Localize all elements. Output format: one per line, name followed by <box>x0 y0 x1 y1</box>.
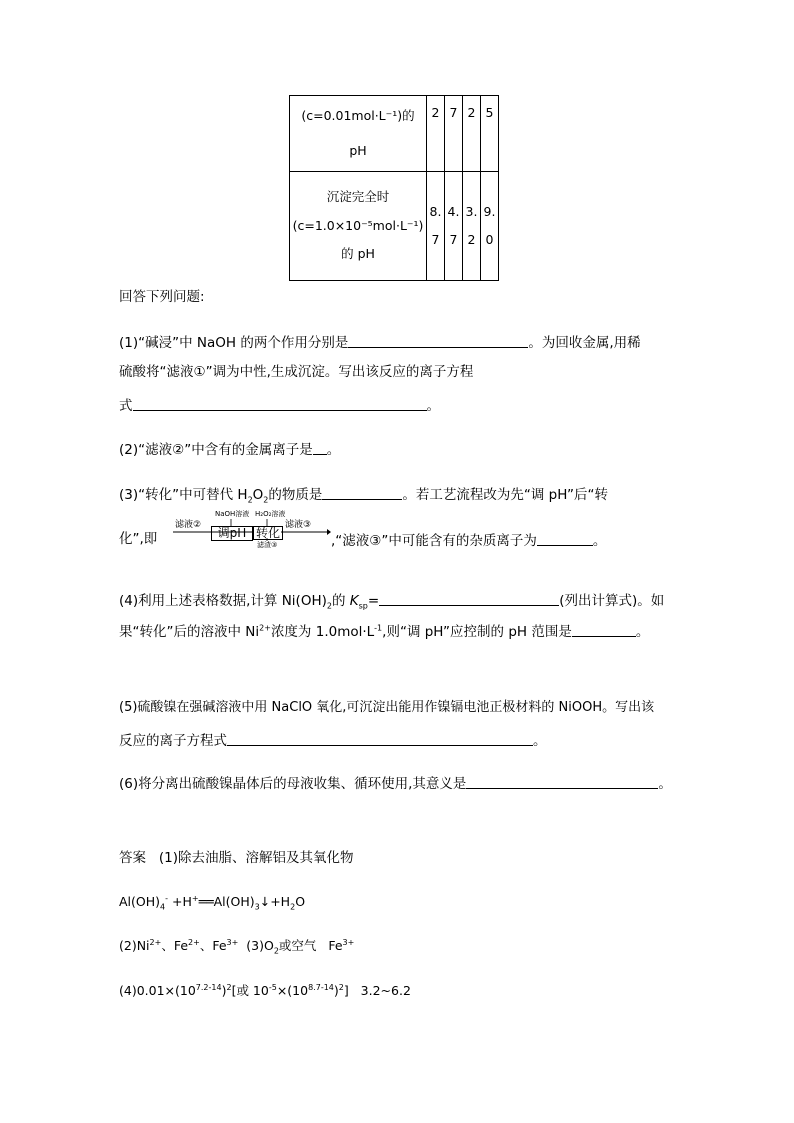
intro-text: 回答下列问题: <box>119 289 205 305</box>
answer-blank[interactable] <box>227 733 533 746</box>
process-flow-diagram <box>173 510 331 549</box>
q5-line2: 反应的离子方程式 。 <box>119 733 547 749</box>
table-cell: 2 <box>427 96 445 172</box>
answer-line4: $(4)0.01\times(10^{7.2-14})^2$[或 $10^{-5}\times(10^{8.7-14})^2$] 3.2~6.2 <box>119 982 411 998</box>
answer-equation: $Al(OH)_4^-$ $+H^+══Al(OH)_3↓+H_2O$ <box>119 893 306 912</box>
q3-line1: (3)“转化”中可替代 $H_2O_2$的物质是 。若工艺流程改为先“调 pH”后“转 <box>119 487 608 505</box>
row2-label-line3: 的 pH <box>341 246 375 262</box>
table-row-label <box>290 172 427 281</box>
table-cell: 8. 7 <box>427 172 445 281</box>
answer-blank[interactable] <box>348 335 528 348</box>
table-cell: 9. 0 <box>481 172 499 281</box>
q1-line1: (1)“碱浸”中 NaOH 的两个作用分别是 。为回收金属,用稀 <box>119 335 641 351</box>
answer-line2-3: $(2)Ni^{2+}$、$Fe^{2+}$、$Fe^{3+}$ $(3)O_2$或空气 $Fe^{3+}$ <box>119 937 355 956</box>
q1-line3: 式 。 <box>119 398 440 414</box>
answer-label: 答案 <box>119 850 146 866</box>
flow-step-box: 调pH <box>211 526 253 541</box>
q5-line1: (5)硫酸镍在强碱溶液中用 NaClO 氧化,可沉淀出能用作镍镉电池正极材料的 NiOOH。写出该 <box>119 700 655 715</box>
q3-line2-end: ,“滤液③”中可能含有的杂质离子为 。 <box>331 533 607 549</box>
table-cell: 3. 2 <box>463 172 481 281</box>
table-cell: 2 <box>463 96 481 172</box>
flow-step-box: 转化 <box>253 526 283 540</box>
flow-input-label: 滤液② <box>175 520 202 530</box>
q2-line: (2)“滤液②”中含有的金属离子是 。 <box>119 442 341 458</box>
row2-label-line1: 沉淀完全时 <box>326 189 390 205</box>
flow-byproduct-label: 滤渣③ <box>257 541 278 549</box>
q4-line1: (4)利用上述表格数据,计算 $Ni(OH)_2$的 $K_{sp}=$ (列出计算式)。如 <box>119 593 665 611</box>
flow-output-label: 滤液③ <box>285 520 312 530</box>
ph-table <box>289 95 499 281</box>
answer-line1: 答案 (1)除去油脂、溶解铝及其氧化物 <box>119 850 354 866</box>
row2-label-line2: (c=1.0×10⁻⁵mol·L⁻¹) <box>292 217 424 233</box>
q6-line: (6)将分离出硫酸镍晶体后的母液收集、循环使用,其意义是 。 <box>119 776 672 792</box>
flow-reagent-label: NaOH溶液 <box>215 510 250 518</box>
answer-blank[interactable] <box>572 624 636 637</box>
answer-blank[interactable] <box>537 533 593 546</box>
answer-blank[interactable] <box>313 442 327 455</box>
q3-line2-start: 化”,即 <box>119 531 158 547</box>
q4-line2: 果“转化”后的溶液中 $Ni^{2+}$浓度为 $1.0mol\cdot L^{-1}$,则“调 pH”应控制的 pH 范围是 。 <box>119 623 650 640</box>
answer-blank[interactable] <box>379 593 559 606</box>
table-cell: 5 <box>481 96 499 172</box>
q1-line2: 硫酸将“滤液①”调为中性,生成沉淀。写出该反应的离子方程 <box>119 364 474 380</box>
answer-blank[interactable] <box>466 776 658 789</box>
table-row-label <box>290 96 427 172</box>
row1-label-line1: (c=0.01mol·L⁻¹)的 <box>301 108 415 123</box>
answer-blank[interactable] <box>133 398 427 411</box>
row1-label-line2: pH <box>349 142 367 158</box>
answer-blank[interactable] <box>322 487 402 500</box>
table-cell: 7 <box>445 96 463 172</box>
table-cell: 4. 7 <box>445 172 463 281</box>
flow-reagent-label: H₂O₂溶液 <box>255 510 286 518</box>
